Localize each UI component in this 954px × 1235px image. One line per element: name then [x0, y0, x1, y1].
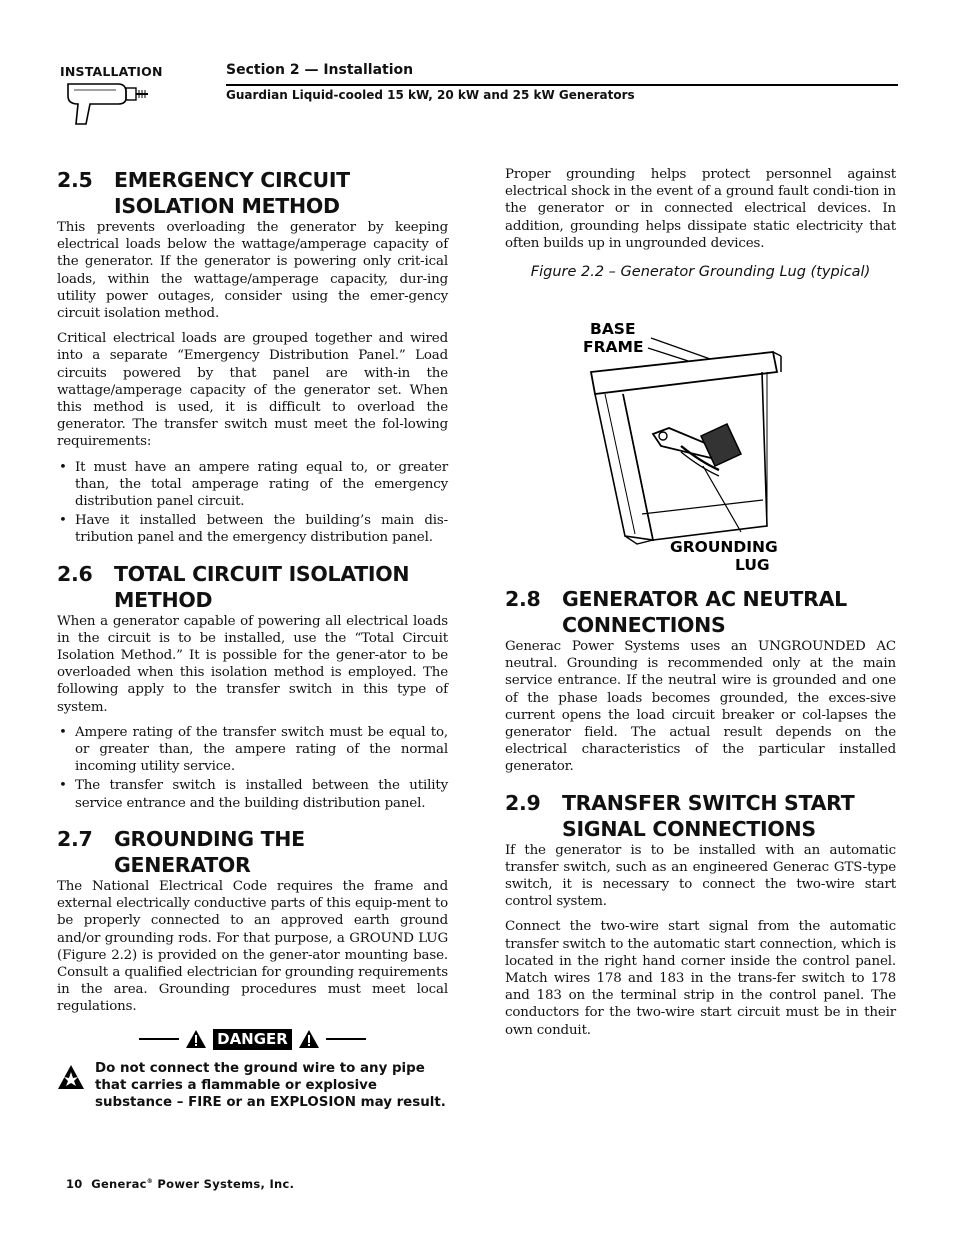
paragraph: Proper grounding helps protect personnel against electrical shock in the event of a ground fault condi-tion in the generator or in connected electrical devices. In addition, grounding helps dissipate static electricity that often builds up in ungrounded devices. [505, 167, 896, 251]
warning-triangle-icon [298, 1029, 320, 1049]
footer-company: Generac [91, 1177, 147, 1191]
right-column [505, 166, 896, 1039]
left-column [57, 167, 448, 1111]
heading-2-7: 2.7 GROUNDING THE GENERATOR [57, 826, 305, 877]
figure-label: FRAME [583, 338, 644, 357]
danger-warning [57, 1060, 448, 1111]
bullet-list [57, 724, 448, 812]
footer-company-suffix: Power Systems, Inc. [157, 1177, 295, 1191]
danger-line [326, 1038, 366, 1040]
explosion-hazard-icon [57, 1064, 85, 1090]
registered-mark: ® [146, 1178, 154, 1186]
section-subtitle: Guardian Liquid-cooled 15 kW, 20 kW and 25 kW Generators [226, 88, 635, 102]
heading-2-9: 2.9 TRANSFER SWITCH START SIGNAL CONNECTIONS [505, 790, 855, 841]
paragraph: This prevents overloading the generator by keeping electrical loads below the wattage/amperage capacity of the generator. If the generator is powering only crit-ical loads, within the wattage/amperage capacity, dur-ing utility power outages, consider using the emer-gency circuit isolation method. [57, 220, 448, 322]
heading-2-8: 2.8 GENERATOR AC NEUTRAL CONNECTIONS [505, 587, 847, 638]
figure-label: GROUNDING [670, 538, 778, 557]
paragraph: When a generator capable of powering all electrical loads in the circuit is to be installed, use the “Total Circuit Isolation Method.” It is possible for the gener-ator to be overloaded when this isolation method is employed. The following apply to the transfer switch in this type of system. [57, 613, 448, 715]
page-footer [66, 1177, 294, 1191]
heading-2-6: 2.6 TOTAL CIRCUIT ISOLATION METHOD [57, 561, 410, 612]
list-item: • Ampere rating of the transfer switch must be equal to, or greater than, the ampere rating of the normal incoming utility service. [57, 724, 448, 776]
bullet-list [57, 459, 448, 547]
header-rule [226, 84, 898, 86]
list-item: • Have it installed between the building’s main dis-tribution panel and the emergency distribution panel. [57, 512, 448, 546]
paragraph: The National Electrical Code requires the frame and external electrically conductive parts of this equip-ment to be properly connected to an approved earth ground and/or grounding rods. For that purpose, a GROUND LUG (Figure 2.2) is provided on the gener-ator mounting base. Consult a qualified electrician for grounding requirements in the area. Grounding procedures must meet local regulations. [57, 878, 448, 1015]
drill-icon [60, 76, 152, 128]
grounding-lug-figure [505, 286, 896, 576]
warning-triangle-icon [185, 1029, 207, 1049]
danger-line [139, 1038, 179, 1040]
paragraph: Generac Power Systems uses an UNGROUNDED AC neutral. Grounding is recommended only at the main service entrance. If the neutral wire is grounded and one of the phase loads becomes grounded, the exces-sive current opens the load circuit breaker or col-lapses the generator field. The actual result depends on the electrical characteristics of the particular installed generator. [505, 639, 896, 775]
figure-label: LUG [735, 556, 770, 575]
list-item: • The transfer switch is installed between the utility service entrance and the building distribution panel. [57, 777, 448, 811]
heading-2-5: 2.5 EMERGENCY CIRCUIT ISOLATION METHOD [57, 168, 350, 218]
list-item: • It must have an ampere rating equal to, or greater than, the total amperage rating of the emergency distribution panel circuit. [57, 459, 448, 511]
figure-label: BASE [590, 320, 636, 339]
page-number: 10 [66, 1177, 83, 1191]
paragraph: Critical electrical loads are grouped together and wired into a separate “Emergency Distribution Panel.” Load circuits powered by that panel are with-in the wattage/amperage capacity of the generator set. When this method is used, it is difficult to overload the generator. The transfer switch must meet the fol-lowing requirements: [57, 331, 448, 450]
paragraph: If the generator is to be installed with an automatic transfer switch, such as an engineered Generac GTS-type switch, it is necessary to connect the two-wire start control system. [505, 842, 896, 910]
danger-text: Do not connect the ground wire to any pipe that carries a flammable or explosive substance – FIRE or an EXPLOSION may result. [95, 1060, 446, 1110]
danger-label: DANGER [213, 1029, 292, 1050]
danger-banner [57, 1029, 448, 1050]
paragraph: Connect the two-wire start signal from the automatic transfer switch to the automatic start connection, which is located in the right hand corner inside the control panel. Match wires 178 and 183 in the trans-fer switch to 178 and 183 on the terminal strip in the control panel. The conductors for the two-wire start circuit must be in their own conduit. [505, 919, 896, 1038]
installation-tag: INSTALLATION [60, 64, 163, 79]
figure-caption: Figure 2.2 – Generator Grounding Lug (typical) [530, 264, 871, 281]
section-title: Section 2 — Installation [226, 62, 414, 78]
